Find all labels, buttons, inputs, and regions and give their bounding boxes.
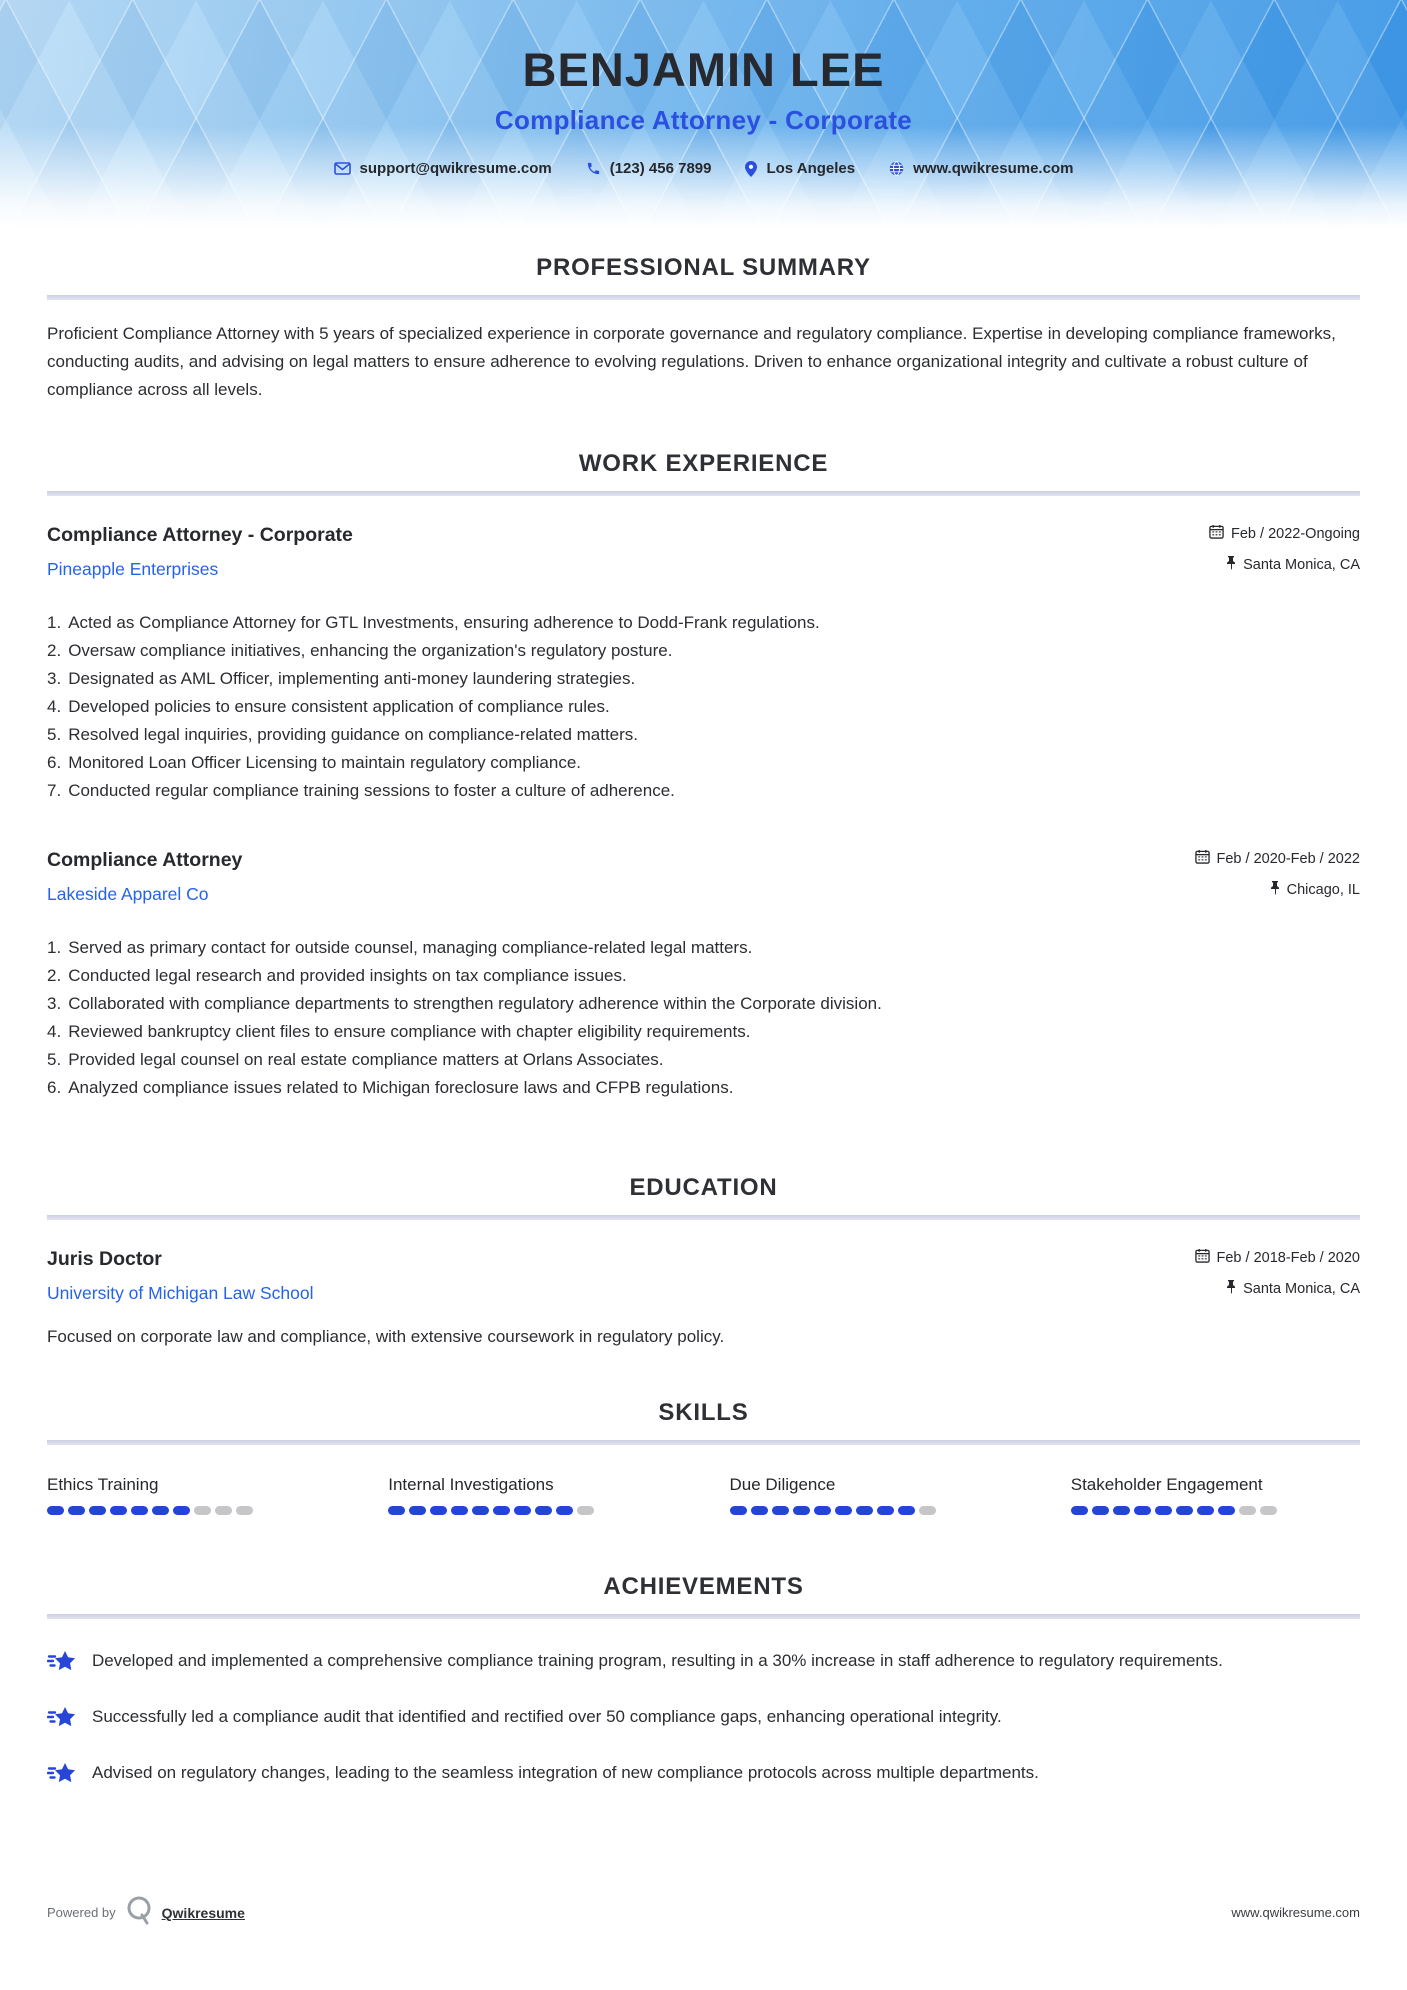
job-company-link[interactable]: Pineapple Enterprises (47, 559, 219, 579)
calendar-icon (1195, 849, 1210, 868)
skill-progress-bar (388, 1506, 677, 1515)
contact-phone-text: (123) 456 7899 (609, 160, 712, 177)
achievement-text: Successfully led a compliance audit that identified and rectified over 50 compliance gaps, enhancing operational integrity. (92, 1707, 1002, 1726)
job-bullet-list (47, 609, 1360, 805)
job-meta (1209, 524, 1360, 587)
skill-bar-segment (451, 1506, 468, 1515)
footer-branding (47, 1895, 245, 1930)
job-bullet: Developed policies to ensure consistent application of compliance rules. (68, 697, 610, 716)
skill-bar-segment (493, 1506, 510, 1515)
globe-icon (889, 161, 904, 176)
skill-progress-bar (1071, 1506, 1360, 1515)
skill-bar-segment (430, 1506, 447, 1515)
education-entry (47, 1248, 1360, 1347)
shooting-star-icon (47, 1703, 77, 1738)
skill-bar-segment (877, 1506, 894, 1515)
job-company-link[interactable]: Lakeside Apparel Co (47, 884, 209, 904)
location-pin-icon (745, 161, 757, 177)
skill-label: Internal Investigations (388, 1475, 554, 1494)
skill-bar-segment (514, 1506, 531, 1515)
skill-progress-bar (730, 1506, 1019, 1515)
skill-label: Ethics Training (47, 1475, 159, 1494)
summary-section-title: PROFESSIONAL SUMMARY (536, 254, 871, 281)
skill-bar-segment (131, 1506, 148, 1515)
calendar-icon (1209, 524, 1224, 543)
achievement-text: Developed and implemented a comprehensive compliance training program, resulting in a 30% increase in staff adherence to regulatory requirements. (92, 1651, 1223, 1670)
skill-bar-segment (194, 1506, 211, 1515)
skill-due-diligence (730, 1475, 1019, 1515)
skill-bar-segment (1197, 1506, 1214, 1515)
skill-bar-segment (1071, 1506, 1088, 1515)
skill-label: Due Diligence (729, 1475, 836, 1494)
work-section-title: WORK EXPERIENCE (578, 450, 829, 477)
contact-location[interactable] (745, 160, 855, 177)
pushpin-icon (1225, 556, 1236, 574)
skill-progress-bar (47, 1506, 336, 1515)
skill-bar-segment (1134, 1506, 1151, 1515)
skill-bar-segment (173, 1506, 190, 1515)
powered-by-label: Powered by (47, 1905, 116, 1920)
section-divider (47, 1440, 1360, 1445)
section-divider (47, 1215, 1360, 1220)
contact-location-text: Los Angeles (766, 160, 856, 177)
skill-bar-segment (1092, 1506, 1109, 1515)
education-date-line (1195, 1248, 1361, 1267)
section-achievements (47, 1573, 1360, 1794)
job-bullet-list (47, 934, 1360, 1102)
education-header (47, 1248, 1360, 1311)
skill-label: Stakeholder Engagement (1070, 1475, 1263, 1494)
candidate-job-title: Compliance Attorney - Corporate (494, 105, 913, 135)
job-bullet: Served as primary contact for outside counsel, managing compliance-related legal matters. (68, 938, 753, 957)
skill-bar-segment (751, 1506, 768, 1515)
skill-bar-segment (472, 1506, 489, 1515)
degree-title: Juris Doctor (47, 1248, 162, 1270)
job-date-line (1209, 524, 1360, 543)
contact-phone[interactable] (586, 160, 712, 177)
job-location-text: Chicago, IL (1286, 882, 1360, 898)
skill-bar-segment (68, 1506, 85, 1515)
page-footer (0, 1895, 1407, 1930)
school-link[interactable]: University of Michigan Law School (47, 1283, 314, 1303)
skill-bar-segment (1113, 1506, 1130, 1515)
skill-bar-segment (388, 1506, 405, 1515)
skill-bar-segment (535, 1506, 552, 1515)
job-title-block (47, 524, 353, 580)
skill-bar-segment (1176, 1506, 1193, 1515)
skill-bar-segment (919, 1506, 936, 1515)
skill-bar-segment (856, 1506, 873, 1515)
job-header (47, 849, 1360, 912)
candidate-name: BENJAMIN LEE (522, 43, 885, 96)
achievements-section-title: ACHIEVEMENTS (603, 1573, 804, 1600)
achievement-item (47, 1647, 1360, 1682)
education-title-block (47, 1248, 314, 1304)
contact-bar (0, 160, 1407, 177)
job-header (47, 524, 1360, 587)
education-location-text: Santa Monica, CA (1243, 1281, 1360, 1297)
skill-bar-segment (152, 1506, 169, 1515)
contact-website-text: www.qwikresume.com (913, 160, 1074, 177)
skill-bar-segment (772, 1506, 789, 1515)
job-bullet: Reviewed bankruptcy client files to ensure compliance with chapter eligibility requirements. (68, 1022, 751, 1041)
skills-grid (47, 1475, 1360, 1515)
job-bullet: Resolved legal inquiries, providing guidance on compliance-related matters. (68, 725, 639, 744)
shooting-star-icon (47, 1759, 77, 1794)
summary-paragraph: Proficient Compliance Attorney with 5 years of specialized experience in corporate governance and regulatory compliance. Expertise in developing compliance frameworks, conducting audits, and advising on legal matters to ensure adherence to evolving regulations. Driven to enhance organizational integrity and cultivate a robust culture of compliance across all levels. (47, 324, 1336, 399)
section-divider (47, 1614, 1360, 1619)
qwikresume-link[interactable]: Qwikresume (161, 1904, 245, 1921)
skill-bar-segment (577, 1506, 594, 1515)
achievement-item (47, 1759, 1360, 1794)
job-bullet: Monitored Loan Officer Licensing to maintain regulatory compliance. (68, 753, 582, 772)
pushpin-icon (1225, 1280, 1236, 1298)
skill-bar-segment (215, 1506, 232, 1515)
section-education (47, 1174, 1360, 1347)
job-location-text: Santa Monica, CA (1243, 557, 1360, 573)
skill-bar-segment (793, 1506, 810, 1515)
skill-ethics-training (47, 1475, 336, 1515)
skill-bar-segment (1239, 1506, 1256, 1515)
email-icon (334, 162, 351, 175)
section-professional-summary (47, 254, 1360, 404)
skill-bar-segment (409, 1506, 426, 1515)
job-meta (1195, 849, 1361, 912)
section-skills (47, 1399, 1360, 1515)
pushpin-icon (1269, 881, 1280, 899)
resume-body (0, 254, 1407, 1794)
footer-website: www.qwikresume.com (1231, 1905, 1360, 1920)
job-location-line (1209, 556, 1360, 574)
qwikresume-logo-icon (126, 1895, 152, 1930)
skill-bar-segment (236, 1506, 253, 1515)
achievement-list (47, 1647, 1360, 1794)
section-work-experience (47, 450, 1360, 1102)
skill-bar-segment (1260, 1506, 1277, 1515)
skill-bar-segment (1155, 1506, 1172, 1515)
job-entry-2 (47, 849, 1360, 1102)
calendar-icon (1195, 1248, 1210, 1267)
skill-bar-segment (89, 1506, 106, 1515)
job-bullet: Conducted legal research and provided insights on tax compliance issues. (68, 966, 627, 985)
skills-section-title: SKILLS (658, 1399, 749, 1426)
education-meta (1195, 1248, 1361, 1311)
section-divider (47, 295, 1360, 300)
skill-bar-segment (110, 1506, 127, 1515)
skill-bar-segment (1218, 1506, 1235, 1515)
job-location-line (1195, 881, 1361, 899)
education-date-text: Feb / 2018-Feb / 2020 (1216, 1249, 1360, 1266)
job-bullet: Provided legal counsel on real estate compliance matters at Orlans Associates. (68, 1050, 664, 1069)
job-date-line (1195, 849, 1361, 868)
job-bullet: Acted as Compliance Attorney for GTL Investments, ensuring adherence to Dodd-Frank regulations. (68, 613, 820, 632)
skill-bar-segment (556, 1506, 573, 1515)
resume-header (0, 0, 1407, 228)
job-title-block (47, 849, 242, 905)
skill-bar-segment (47, 1506, 64, 1515)
job-date-text: Feb / 2020-Feb / 2022 (1216, 850, 1360, 867)
shooting-star-icon (47, 1647, 77, 1682)
skill-bar-segment (730, 1506, 747, 1515)
contact-website[interactable] (889, 160, 1073, 177)
job-title: Compliance Attorney (47, 849, 243, 871)
job-date-text: Feb / 2022-Ongoing (1231, 525, 1360, 542)
job-bullet: Conducted regular compliance training sessions to foster a culture of adherence. (68, 781, 675, 800)
job-bullet: Oversaw compliance initiatives, enhancing the organization's regulatory posture. (68, 641, 673, 660)
job-entry-1 (47, 524, 1360, 805)
skill-bar-segment (898, 1506, 915, 1515)
achievement-text: Advised on regulatory changes, leading to the seamless integration of new compliance protocols across multiple departments. (92, 1763, 1039, 1782)
education-location-line (1195, 1280, 1361, 1298)
job-bullet: Collaborated with compliance departments to strengthen regulatory adherence within the Corporate division. (68, 994, 882, 1013)
skill-bar-segment (835, 1506, 852, 1515)
job-bullet: Analyzed compliance issues related to Michigan foreclosure laws and CFPB regulations. (68, 1078, 734, 1097)
education-description: Focused on corporate law and compliance, with extensive coursework in regulatory policy. (47, 1327, 725, 1346)
achievement-item (47, 1703, 1360, 1738)
skill-stakeholder-engagement (1071, 1475, 1360, 1515)
contact-email[interactable] (334, 160, 552, 177)
phone-icon (586, 161, 601, 176)
job-bullet: Designated as AML Officer, implementing anti-money laundering strategies. (68, 669, 636, 688)
skill-internal-investigations (388, 1475, 677, 1515)
contact-email-text: support@qwikresume.com (359, 160, 552, 177)
education-section-title: EDUCATION (629, 1174, 778, 1201)
job-title: Compliance Attorney - Corporate (47, 524, 353, 546)
skill-bar-segment (814, 1506, 831, 1515)
section-divider (47, 491, 1360, 496)
